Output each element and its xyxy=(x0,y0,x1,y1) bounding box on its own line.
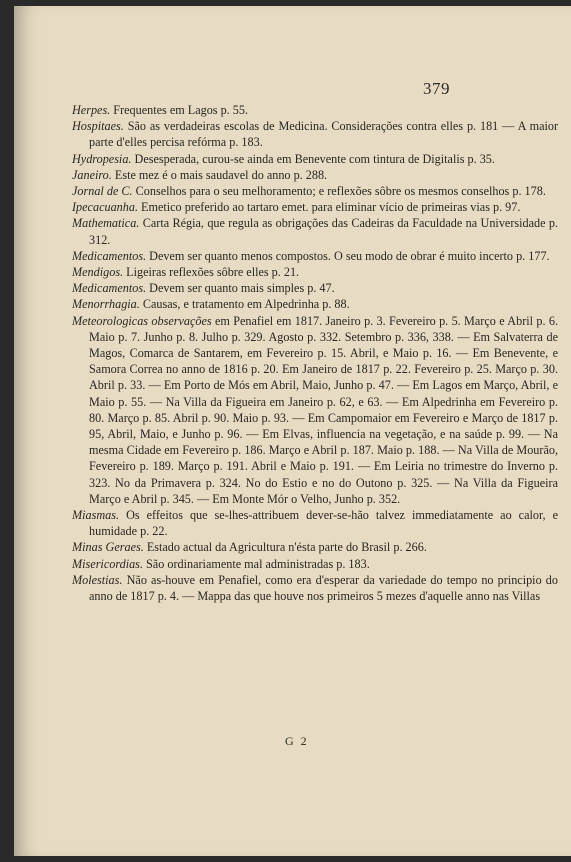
index-entry xyxy=(72,507,558,539)
index-entry xyxy=(72,264,558,280)
entry-text: Os effeitos que se-lhes-attribuem dever-se-hão talvez immediatamente ao calor, e humidade p. 22. xyxy=(89,508,559,539)
entry-text: Devem ser quanto mais simples p. 47. xyxy=(149,281,335,296)
entry-text: Não as-houve em Penafiel, como era d'esperar da variedade do tempo no principio do anno de 1817 p. 4. — Mappa das que houve nos primeiros 5 mezes d'aquelle anno nas Villas xyxy=(89,572,558,604)
index-entry xyxy=(72,167,558,183)
entry-heading: Mendigos. xyxy=(72,265,124,280)
entry-heading: Misericordias. xyxy=(72,556,143,571)
page-number: 379 xyxy=(423,79,450,98)
entry-heading: Medicamentos. xyxy=(72,281,147,296)
signature-mark: G 2 xyxy=(285,734,309,748)
entry-text: São ordinariamente mal administradas p. 183. xyxy=(146,556,370,571)
entry-text: São as verdadeiras escolas de Medicina. Considerações contra elles p. 181 — A maior parte d'elles percisa refórma p. 183. xyxy=(89,119,559,150)
index-entry xyxy=(72,248,558,264)
entry-heading: Janeiro. xyxy=(72,167,112,182)
entry-heading: Minas Geraes. xyxy=(72,540,144,555)
entry-heading: Herpes. xyxy=(72,103,111,117)
entry-text: Conselhos para o seu melhoramento; e reflexões sôbre os mesmos conselhos p. 178. xyxy=(135,184,546,199)
index-entry xyxy=(72,183,558,199)
entry-text: Estado actual da Agricultura n'ésta parte do Brasil p. 266. xyxy=(146,540,427,555)
entry-heading: Hydropesia. xyxy=(72,151,132,166)
index-entry xyxy=(72,118,558,150)
book-page xyxy=(14,6,571,856)
entry-heading: Ipecacuanha. xyxy=(72,200,138,215)
entry-heading: Molestias. xyxy=(72,572,123,587)
entry-text: Ligeiras reflexões sôbre elles p. 21. xyxy=(126,265,300,280)
entry-text: em Penafiel em 1817. Janeiro p. 3. Fevereiro p. 5. Março e Abril p. 6. Maio p. 7. Junho p. 8. Julho p. 329. Agosto p. 332. Setembro p. 336, 338. — Em Salvaterra de Magos, Comarca de Santarem, em Fevereiro p. 15. Abril, e Maio p. 16. — Em Benevente, e Samora Correa no anno de 1816 p. 20. Em Janeiro de 1817 p. 22. Fevereiro p. 25. Março p. 30. Abril p. 33. — Em Porto de Mós em Abril, Maio, Junho p. 47. — Em Lagos em Março, Abril, e Maio p. 55. — Na Villa da Figueira em Janeiro p. 62, e 63. — Em Alpedrinha em Fevereiro p. 80. Março p. 85. Abril p. 90. Maio p. 93. — Em Campomaior em Fevereiro e Março de 1817 p. 95, Abril, Maio, e Junho p. 96. — Em Elvas, influencia na vegetação, e na saúde p. 99. — Na mesma Cidade em Fevereiro p. 186. Março e Abril p. 187. Maio p. 188. — Na Villa de Mourão, Fevereiro p. 189. Março p. 191. Abril e Maio p. 191. — Em Leiria no trimestre do Inverno p. 323. No da Primavera p. 324. No do Estio e no do Outono p. 325. — Na Villa da Figueira Março e Abril p. 345. — Em Monte Mór o Velho, Junho p. 352. xyxy=(89,313,559,506)
entry-heading: Menorrhagia. xyxy=(72,297,140,312)
entry-text: Carta Régia, que regula as obrigações das Cadeiras da Faculdade na Universidade p. 312. xyxy=(89,216,559,247)
index-entry xyxy=(72,199,558,215)
index-entry xyxy=(72,280,558,296)
index-entry xyxy=(72,556,558,572)
entry-heading: Mathematica. xyxy=(72,216,140,231)
index-entry xyxy=(72,313,558,507)
index-entry xyxy=(72,572,558,604)
entry-text: Emetico preferido ao tartaro emet. para eliminar vício de primeiras vias p. 97. xyxy=(141,200,521,215)
index-entry xyxy=(72,296,558,312)
index-entry xyxy=(72,215,558,247)
index-entry xyxy=(72,539,558,555)
entry-text: Este mez é o mais saudavel do anno p. 288. xyxy=(114,167,328,182)
index-entry xyxy=(72,102,558,118)
entry-text: Desesperada, curou-se ainda em Benevente com tintura de Digitalis p. 35. xyxy=(134,151,495,166)
entry-text: Frequentes em Lagos p. 55. xyxy=(113,103,249,117)
entry-text: Causas, e tratamento em Alpedrinha p. 88. xyxy=(142,297,350,312)
entry-heading: Medicamentos. xyxy=(72,248,147,263)
entry-heading: Jornal de C. xyxy=(72,184,133,199)
entry-heading: Hospitaes. xyxy=(72,119,124,134)
index-entry xyxy=(72,151,558,167)
index-entries xyxy=(72,102,558,604)
entry-heading: Meteorologicas observações xyxy=(72,313,212,328)
entry-heading: Miasmas. xyxy=(72,508,120,523)
entry-text: Devem ser quanto menos compostos. O seu modo de obrar é muito incerto p. 177. xyxy=(149,248,550,263)
